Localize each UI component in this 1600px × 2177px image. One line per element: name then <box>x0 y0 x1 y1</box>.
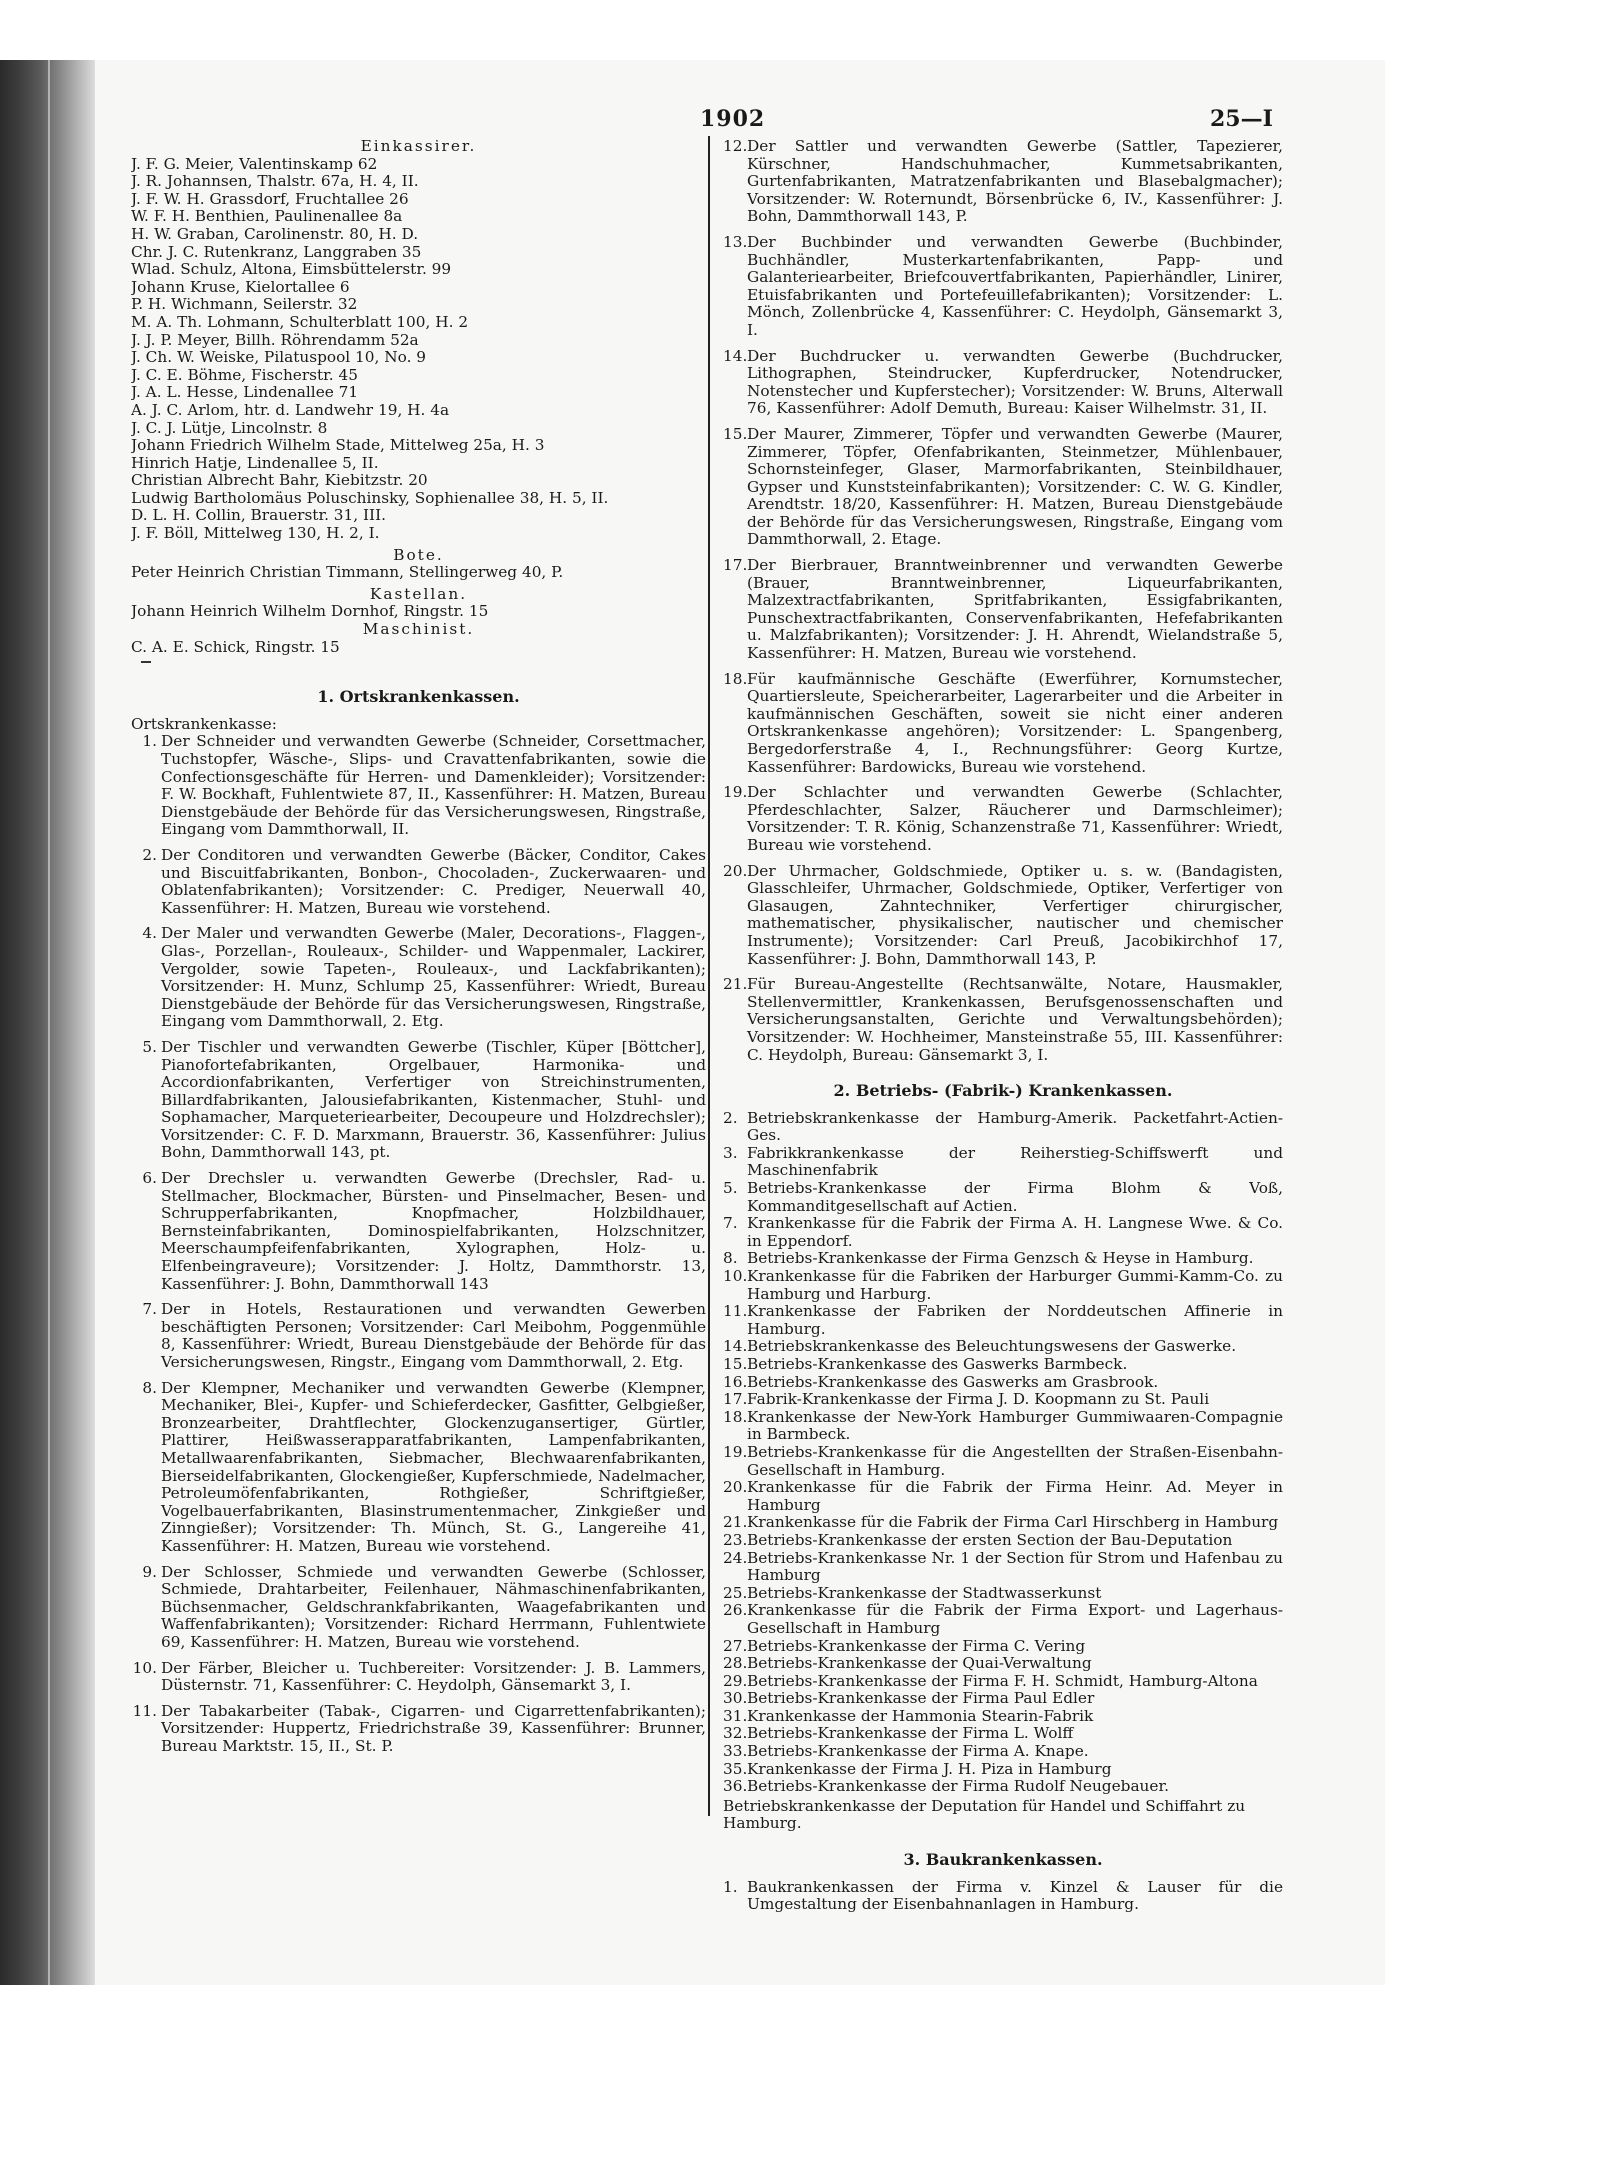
entry-text: Betriebs-Krankenkasse der Firma Genzsch & Heyse in Hamburg. <box>747 1249 1254 1268</box>
entry-text: Der Conditoren und verwandten Gewerbe (Bäcker, Conditor, Cakes und Biscuitfabrikanten, Bonbon-, Chocoladen-, Zuckerwaaren- und Oblatenfabrikanten); Vorsitzender: C. Prediger, Neuerwall 40, Kassenführer: H. Matzen, Bureau wie vorstehend. <box>161 845 706 917</box>
section1-heading: 1. Ortskrankenkassen. <box>317 687 520 707</box>
list-item <box>723 1110 1283 1145</box>
bote-heading: Bote. <box>393 545 444 564</box>
list-item <box>131 1380 706 1556</box>
entry-text: Betriebs-Krankenkasse Nr. 1 der Section für Strom und Hafenbau zu Hamburg <box>747 1548 1283 1585</box>
list-item <box>723 557 1283 663</box>
entry-number: 24. <box>723 1548 748 1567</box>
separator-mark <box>131 656 706 670</box>
list-item <box>723 784 1283 854</box>
entry-number: 16. <box>723 1372 748 1391</box>
list-item <box>723 234 1283 340</box>
entry-text: Betriebskrankenkasse des Beleuchtungswesens der Gaswerke. <box>747 1337 1237 1356</box>
list-item <box>723 1215 1283 1250</box>
list-item <box>723 1391 1283 1409</box>
list-item: H. W. Graban, Carolinenstr. 80, H. D. <box>131 225 419 243</box>
section2-heading: 2. Betriebs- (Fabrik-) Krankenkassen. <box>833 1081 1173 1101</box>
entry-text: Betriebs-Krankenkasse des Gaswerks Barmbeck. <box>747 1355 1128 1373</box>
entry-number: 5. <box>723 1179 738 1198</box>
list-item <box>723 1374 1283 1392</box>
entry-text: Betriebs-Krankenkasse der Firma C. Vering <box>747 1636 1086 1655</box>
list-item: J. F. Böll, Mittelweg 130, H. 2, I. <box>131 525 380 543</box>
list-item <box>723 1356 1283 1374</box>
list-item: Ludwig Bartholomäus Poluschinsky, Sophienallee 38, H. 5, II. <box>131 489 609 507</box>
entry-text: Der Maler und verwandten Gewerbe (Maler, Decorations-, Flaggen-, Glas-, Porzellan-, Rouleaux-, Schilder- und Wappenmaler, Lackirer, Vergolder, sowie Tapeten-, Rouleaux-, und Lackfabrikanten); Vorsitzender: H. Munz, Schlump 25, Kassenführer: Wriedt, Bureau Dienstgebäude der Behörde für das Versicherungswesen, Ringstraße, Eingang vom Dammthorwall, 2. Etg. <box>161 924 706 1031</box>
ortskrankenkassen-list-continued <box>723 138 1283 1064</box>
entry-text: Der Schlosser, Schmiede und verwandten Gewerbe (Schlosser, Schmiede, Drahtarbeiter, Feilenhauer, Nähmaschinenfabrikanten, Büchsenmacher, Geldschrankfabrikanten, Waagefabrikanten und Waffenfabrikanten); Vorsitzender: Richard Herrmann, Fuhlentwiete 69, Kassenführer: H. Matzen, Bureau wie vorstehend. <box>161 1562 706 1651</box>
list-item: J. A. L. Hesse, Lindenallee 71 <box>131 384 359 402</box>
list-item: Wlad. Schulz, Altona, Eimsbüttelerstr. 99 <box>131 261 452 279</box>
entry-number: 3. <box>723 1143 738 1162</box>
list-item <box>723 671 1283 777</box>
list-item: J. Ch. W. Weiske, Pilatuspool 10, No. 9 <box>131 349 427 367</box>
entry-number: 7. <box>142 1300 157 1319</box>
list-item <box>131 1301 706 1371</box>
entry-text: Der Bierbrauer, Branntweinbrenner und verwandten Gewerbe (Brauer, Branntweinbrenner, Liqueurfabrikanten, Malzextractfabrikanten, Spritfabrikanten, Essigfabrikanten, Punschextractfabrikanten, Conservenfabrikanten, Hefefabrikanten u. Malzfabrikanten); Vorsitzender: J. H. Ahrendt, Wielandstraße 5, Kassenführer: H. Matzen, Bureau wie vorstehend. <box>747 556 1283 663</box>
kastellan-entry: Johann Heinrich Wilhelm Dornhof, Ringstr. 15 <box>131 603 489 621</box>
entry-text: Baukrankenkassen der Firma v. Kinzel & Lauser für die Umgestaltung der Eisenbahnanlagen in Hamburg. <box>747 1877 1283 1914</box>
entry-text: Der Buchbinder und verwandten Gewerbe (Buchbinder, Buchhändler, Musterkartenfabrikanten, Papp- und Galanteriearbeiter, Briefcouvertfabrikanten, Papierhändler, Linirer, Etuisfabrikanten und Portefeuillefabrikanten); Vorsitzender: L. Mönch, Zollenbrücke 4, Kassenführer: C. Heydolph, Gänsemarkt 3, I. <box>747 232 1283 339</box>
entry-text: Betriebs-Krankenkasse der Firma A. Knape. <box>747 1742 1089 1761</box>
list-item: W. F. H. Benthien, Paulinenallee 8a <box>131 208 403 226</box>
entry-number: 2. <box>142 845 157 864</box>
maschinist-heading: Maschinist. <box>362 620 475 639</box>
entry-number: 29. <box>723 1671 748 1690</box>
list-item <box>723 1268 1283 1303</box>
entry-text: Der Buchdrucker u. verwandten Gewerbe (Buchdrucker, Lithographen, Steindrucker, Kupferdrucker, Notendrucker, Notenstecher und Kupferstecher); Vorsitzender: W. Bruns, Alterwall 76, Kassenführer: Adolf Demuth, Bureau: Kaiser Wilhelmstr. 31, II. <box>747 346 1283 418</box>
list-item <box>723 1250 1283 1268</box>
list-item: Chr. J. C. Rutenkranz, Langgraben 35 <box>131 243 422 261</box>
entry-number: 21. <box>723 1513 748 1532</box>
page-number: 25—I <box>1210 106 1273 132</box>
entry-text: Krankenkasse für die Fabrik der Firma Carl Hirschberg in Hamburg <box>747 1513 1279 1532</box>
entry-number: 17. <box>723 556 748 575</box>
entry-number: 11. <box>132 1701 157 1720</box>
entry-number: 35. <box>723 1759 748 1778</box>
list-item <box>723 1673 1283 1691</box>
list-item <box>723 1338 1283 1356</box>
list-item: J. C. E. Böhme, Fischerstr. 45 <box>131 366 358 384</box>
list-item <box>723 348 1283 418</box>
entry-number: 5. <box>142 1037 157 1056</box>
entry-number: 14. <box>723 1337 748 1356</box>
entry-text: Fabrikkrankenkasse der Reiherstieg-Schiffswerft und Maschinenfabrik <box>747 1143 1283 1180</box>
entry-text: Krankenkasse der Fabriken der Norddeutschen Affinerie in Hamburg. <box>747 1302 1283 1338</box>
entry-text: Krankenkasse der Hammonia Stearin-Fabrik <box>747 1706 1094 1725</box>
entry-number: 18. <box>723 1407 748 1426</box>
entry-text: Der Klempner, Mechaniker und verwandten Gewerbe (Klempner, Mechaniker, Blei-, Kupfer- und Schieferdecker, Gasfitter, Gelbgießer, Bronzearbeiter, Drahtflechter, Glockenzugansertiger, Gürtler, Plattirer, Heißwasserapparatfabrikanten, Lampenfabrikanten, Metallwaarenfabrikanten, Siebmacher, Blechwaarenfabrikanten, Bierseidelfabrikanten, Glockengießer, Kupferschmiede, Nadelmacher, Petroleumöfenfabrikanten, Rothgießer, Schriftgießer, Vogelbauerfabrikanten, Blasinstrumentenmacher, Zinkgießer und Zinngießer); Vorsitzender: Th. Münch, St. G., Langereihe 41, Kassenführer: H. Matzen, Bureau wie vorstehend. <box>161 1378 706 1555</box>
entry-text: Krankenkasse für die Fabrik der Firma Export- und Lagerhaus-Gesellschaft in Hamburg <box>747 1601 1283 1637</box>
list-item <box>723 1180 1283 1215</box>
entry-number: 12. <box>723 137 748 155</box>
entry-text: Betriebs-Krankenkasse der Firma Paul Edler <box>747 1689 1095 1708</box>
list-item <box>723 1479 1283 1514</box>
list-item <box>131 1170 706 1293</box>
entry-number: 28. <box>723 1654 748 1673</box>
entry-text: Krankenkasse für die Fabriken der Harburger Gummi-Kamm-Co. zu Hamburg und Harburg. <box>747 1267 1283 1303</box>
list-item: J. C. J. Lütje, Lincolnstr. 8 <box>131 419 328 437</box>
entry-number: 1. <box>723 1877 738 1896</box>
list-item <box>131 1564 706 1652</box>
list-item <box>723 1550 1283 1585</box>
entry-text: Betriebs-Krankenkasse der ersten Section der Bau-Deputation <box>747 1530 1233 1549</box>
entry-number: 20. <box>723 1478 748 1497</box>
entry-number: 25. <box>723 1583 748 1602</box>
entry-number: 21. <box>723 975 748 994</box>
entry-text: Der Uhrmacher, Goldschmiede, Optiker u. s. w. (Bandagisten, Glasschleifer, Uhrmacher, Goldschmiede, Optiker, Verfertiger von Glasaugen, Zahntechniker, Verfertiger chirurgischer, mathematischer, physikalischer, nautischer und chemischer Instrumente); Vorsitzender: Carl Preuß, Jacobikirchhof 17, Kassenführer: J. Bohn, Dammthorwall 143, P. <box>747 861 1283 968</box>
list-item: P. H. Wichmann, Seilerstr. 32 <box>131 296 358 314</box>
list-item <box>131 1039 706 1162</box>
bote-entry: Peter Heinrich Christian Timmann, Stellingerweg 40, P. <box>131 564 564 582</box>
entry-text: Der Schneider und verwandten Gewerbe (Schneider, Corsettmacher, Tuchstopfer, Wäsche-, Slips- und Cravattenfabrikanten, sowie die Confectionsgeschäfte für Herren- und Damenkleider); Vorsitzender: F. W. Bockhaft, Fuhlentwiete 87, II., Kassenführer: H. Matzen, Bureau Dienstgebäude der Behörde für das Versicherungswesen, Ringstraße, Eingang vom Dammthorwall, II. <box>161 732 706 839</box>
entry-number: 15. <box>723 424 748 443</box>
entry-text: Krankenkasse für die Fabrik der Firma A. H. Langnese Wwe. & Co. in Eppendorf. <box>747 1214 1283 1250</box>
entry-number: 8. <box>142 1378 157 1397</box>
list-item <box>723 1585 1283 1603</box>
left-column <box>131 138 706 1763</box>
list-item <box>723 1409 1283 1444</box>
page-year: 1902 <box>700 106 766 132</box>
binding-line <box>48 60 50 1985</box>
list-item <box>723 1145 1283 1180</box>
entry-text: Der Schlachter und verwandten Gewerbe (Schlachter, Pferdeschlachter, Salzer, Räucherer und Darmschleimer); Vorsitzender: T. R. König, Schanzenstraße 71, Kassenführer: Wriedt, Bureau wie vorstehend. <box>747 783 1283 854</box>
section3-heading: 3. Baukrankenkassen. <box>903 1850 1103 1870</box>
entry-number: 4. <box>142 924 157 943</box>
entry-number: 15. <box>723 1355 748 1373</box>
entry-text: Der Tabakarbeiter (Tabak-, Cigarren- und Cigarrettenfabrikanten); Vorsitzender: Huppertz, Friedrichstraße 39, Kassenführer: Brunner, Bureau Marktstr. 15, II., St. P. <box>161 1701 706 1755</box>
entry-number: 2. <box>723 1108 738 1127</box>
list-item <box>723 1602 1283 1637</box>
list-item <box>723 1690 1283 1708</box>
entry-number: 26. <box>723 1601 748 1620</box>
list-item <box>723 1743 1283 1761</box>
entry-text: Betriebskrankenkasse der Hamburg-Amerik. Packetfahrt-Actien-Ges. <box>747 1108 1283 1145</box>
entry-number: 27. <box>723 1636 748 1655</box>
entry-text: Krankenkasse der New-York Hamburger Gummiwaaren-Compagnie in Barmbeck. <box>747 1407 1283 1444</box>
entry-text: Betriebs-Krankenkasse der Quai-Verwaltung <box>747 1654 1092 1673</box>
entry-text: Der Tischler und verwandten Gewerbe (Tischler, Küper [Böttcher], Pianofortefabrikanten, Orgelbauer, Harmonika- und Accordionfabrikanten, Verfertiger von Streichinstrumenten, Billardfabrikanten, Jalousiefabrikanten, Kistenmacher, Stuhl- und Sophamacher, Marqueteriearbeiter, Decoupeure und Holzdrechsler); Vorsitzender: C. F. D. Marxmann, Brauerstr. 36, Kassenführer: Julius Bohn, Dammthorwall 143, pt. <box>161 1037 706 1162</box>
column-divider <box>708 136 710 1816</box>
betriebskrankenkassen-list <box>723 1110 1283 1796</box>
list-item <box>723 138 1283 226</box>
entry-number: 18. <box>723 669 748 688</box>
list-item <box>723 1725 1283 1743</box>
entry-number: 31. <box>723 1706 748 1725</box>
entry-number: 1. <box>142 732 157 751</box>
entry-number: 8. <box>723 1249 738 1268</box>
entry-number: 20. <box>723 861 748 880</box>
list-item <box>723 1879 1283 1914</box>
entry-text: Der Färber, Bleicher u. Tuchbereiter: Vorsitzender: J. B. Lammers, Düsternstr. 71, Kassenführer: C. Heydolph, Gänsemarkt 3, I. <box>161 1658 706 1695</box>
list-item: Johann Friedrich Wilhelm Stade, Mittelweg 25a, H. 3 <box>131 437 545 455</box>
entry-number: 14. <box>723 346 748 365</box>
entry-number: 11. <box>723 1302 748 1321</box>
list-item <box>723 976 1283 1064</box>
entry-text: Betriebs-Krankenkasse der Firma Blohm & Voß, Kommanditgesellschaft auf Actien. <box>747 1179 1283 1215</box>
entry-number: 6. <box>142 1169 157 1188</box>
entry-text: Krankenkasse der Firma J. H. Piza in Hamburg <box>747 1759 1112 1778</box>
list-item <box>723 426 1283 549</box>
entry-number: 17. <box>723 1390 748 1409</box>
list-item: Hinrich Hatje, Lindenallee 5, II. <box>131 454 379 472</box>
list-item <box>723 1444 1283 1479</box>
entry-number: 19. <box>723 1442 748 1461</box>
list-item <box>723 1303 1283 1338</box>
entry-text: Der Sattler und verwandten Gewerbe (Sattler, Tapezierer, Kürschner, Handschuhmacher, Kummetsabrikanten, Gurtenfabrikanten, Matratzenfabrikanten und Blasebalgmacher); Vorsitzender: W. Roternundt, Börsenbrücke 6, IV., Kassenführer: J. Bohn, Dammthorwall 143, P. <box>747 137 1283 226</box>
right-column <box>723 138 1283 1914</box>
entry-number: 30. <box>723 1689 748 1708</box>
list-item <box>723 1708 1283 1726</box>
list-item <box>723 1761 1283 1779</box>
section2-tail: Betriebskrankenkasse der Deputation für Handel und Schiffahrt zu Hamburg. <box>723 1796 1246 1833</box>
entry-number: 7. <box>723 1214 738 1233</box>
list-item <box>723 1638 1283 1656</box>
list-item: J. F. G. Meier, Valentinskamp 62 <box>131 155 378 173</box>
entry-text: Der Maurer, Zimmerer, Töpfer und verwandten Gewerbe (Maurer, Zimmerer, Töpfer, Ofenfabrikanten, Steinmetzer, Mühlenbauer, Schornsteinfeger, Glaser, Marmorfabrikanten, Steinbildhauer, Gypser und Kunststeinfabrikanten); Vorsitzender: C. W. G. Kindler, Arendtstr. 18/20, Kassenführer: H. Matzen, Bureau Dienstgebäude der Behörde für das Versicherungswesen, Ringstraße, Eingang vom Dammthorwall, 2. Etage. <box>747 424 1283 549</box>
entry-number: 33. <box>723 1742 748 1761</box>
list-item <box>723 1778 1283 1796</box>
list-item: Johann Kruse, Kielortallee 6 <box>131 278 350 296</box>
entry-number: 36. <box>723 1777 748 1796</box>
entry-text: Betriebs-Krankenkasse des Gaswerks am Grasbrook. <box>747 1372 1159 1391</box>
kassirer-heading: Einkassirer. <box>360 137 477 155</box>
maschinist-entry: C. A. E. Schick, Ringstr. 15 <box>131 638 340 656</box>
entry-text: Betriebs-Krankenkasse der Stadtwasserkunst <box>747 1583 1102 1602</box>
entry-text: Für kaufmännische Geschäfte (Ewerführer, Kornumstecher, Quartiersleute, Speicherarbeiter, Lagerarbeiter und die Arbeiter in kaufmännischen Geschäften, soweit sie nicht einer anderen Ortskrankenkasse angehören); Vorsitzender: L. Spangenberg, Bergedorferstraße 4, I., Rechnungsführer: Georg Kurtze, Kassenführer: Bardowicks, Bureau wie vorstehend. <box>747 669 1283 776</box>
entry-number: 19. <box>723 783 748 802</box>
entry-number: 9. <box>142 1562 157 1581</box>
list-item <box>723 863 1283 969</box>
list-item <box>131 1660 706 1695</box>
list-item <box>723 1655 1283 1673</box>
list-item: Christian Albrecht Bahr, Kiebitzstr. 20 <box>131 472 428 490</box>
entry-number: 23. <box>723 1530 748 1549</box>
list-item <box>131 1703 706 1756</box>
entry-text: Krankenkasse für die Fabrik der Firma Heinr. Ad. Meyer in Hamburg <box>747 1478 1283 1514</box>
list-item: J. J. P. Meyer, Billh. Röhrendamm 52a <box>131 331 419 349</box>
list-item <box>723 1532 1283 1550</box>
list-item: D. L. H. Collin, Brauerstr. 31, III. <box>131 507 386 525</box>
entry-text: Für Bureau-Angestellte (Rechtsanwälte, Notare, Hausmakler, Stellenvermittler, Krankenkassen, Berufsgenossenschaften und Versicherungsanstalten, Gerichte und Verwaltungsbehörden); Vorsitzender: W. Hochheimer, Mansteinstraße 55, III. Kassenführer: C. Heydolph, Bureau: Gänsemarkt 3, I. <box>747 975 1283 1064</box>
ortskrankenkassen-list <box>131 733 706 1755</box>
entry-number: 10. <box>132 1658 157 1677</box>
section1-intro: Ortskrankenkasse: <box>131 714 277 733</box>
entry-text: Fabrik-Krankenkasse der Firma J. D. Koopmann zu St. Pauli <box>747 1390 1210 1409</box>
baukrankenkassen-list <box>723 1879 1283 1914</box>
list-item: A. J. C. Arlom, htr. d. Landwehr 19, H. 4a <box>131 401 450 419</box>
list-item <box>723 1514 1283 1532</box>
list-item: J. R. Johannsen, Thalstr. 67a, H. 4, II. <box>131 173 419 191</box>
list-item: M. A. Th. Lohmann, Schulterblatt 100, H. 2 <box>131 313 469 331</box>
entry-number: 10. <box>723 1267 748 1286</box>
list-item <box>131 925 706 1031</box>
kastellan-heading: Kastellan. <box>369 584 468 603</box>
entry-text: Betriebs-Krankenkasse der Firma L. Wolff <box>747 1724 1074 1743</box>
entry-text: Der Drechsler u. verwandten Gewerbe (Drechsler, Rad- u. Stellmacher, Blockmacher, Bürsten- und Pinselmacher, Besen- und Schrupperfabrikanten, Knopfmacher, Holzbildhauer, Bernsteinfabrikanten, Dominospielfabrikanten, Holzschnitzer, Meerschaumpfeifenfabrikanten, Xylographen, Holz- u. Elfenbeingraveure); Vorsitzender: J. Holtz, Dammthorstr. 13, Kassenführer: J. Bohn, Dammthorwall 143 <box>161 1169 706 1293</box>
entry-number: 13. <box>723 232 748 251</box>
entry-number: 32. <box>723 1724 748 1743</box>
list-item <box>131 733 706 839</box>
entry-text: Betriebs-Krankenkasse der Firma Rudolf Neugebauer. <box>747 1777 1169 1796</box>
kassirer-list <box>131 156 706 543</box>
list-item <box>131 847 706 917</box>
entry-text: Betriebs-Krankenkasse der Firma F. H. Schmidt, Hamburg-Altona <box>747 1671 1258 1690</box>
entry-text: Betriebs-Krankenkasse für die Angestellten der Straßen-Eisenbahn-Gesellschaft in Hamburg. <box>747 1442 1283 1479</box>
list-item: J. F. W. H. Grassdorf, Fruchtallee 26 <box>131 190 409 208</box>
entry-text: Der in Hotels, Restaurationen und verwandten Gewerben beschäftigten Personen; Vorsitzender: Carl Meibohm, Poggenmühle 8, Kassenführer: Wriedt, Bureau Dienstgebäude der Behörde für das Versicherungswesen, Ringstr., Eingang vom Dammthorwall, 2. Etg. <box>161 1300 706 1371</box>
